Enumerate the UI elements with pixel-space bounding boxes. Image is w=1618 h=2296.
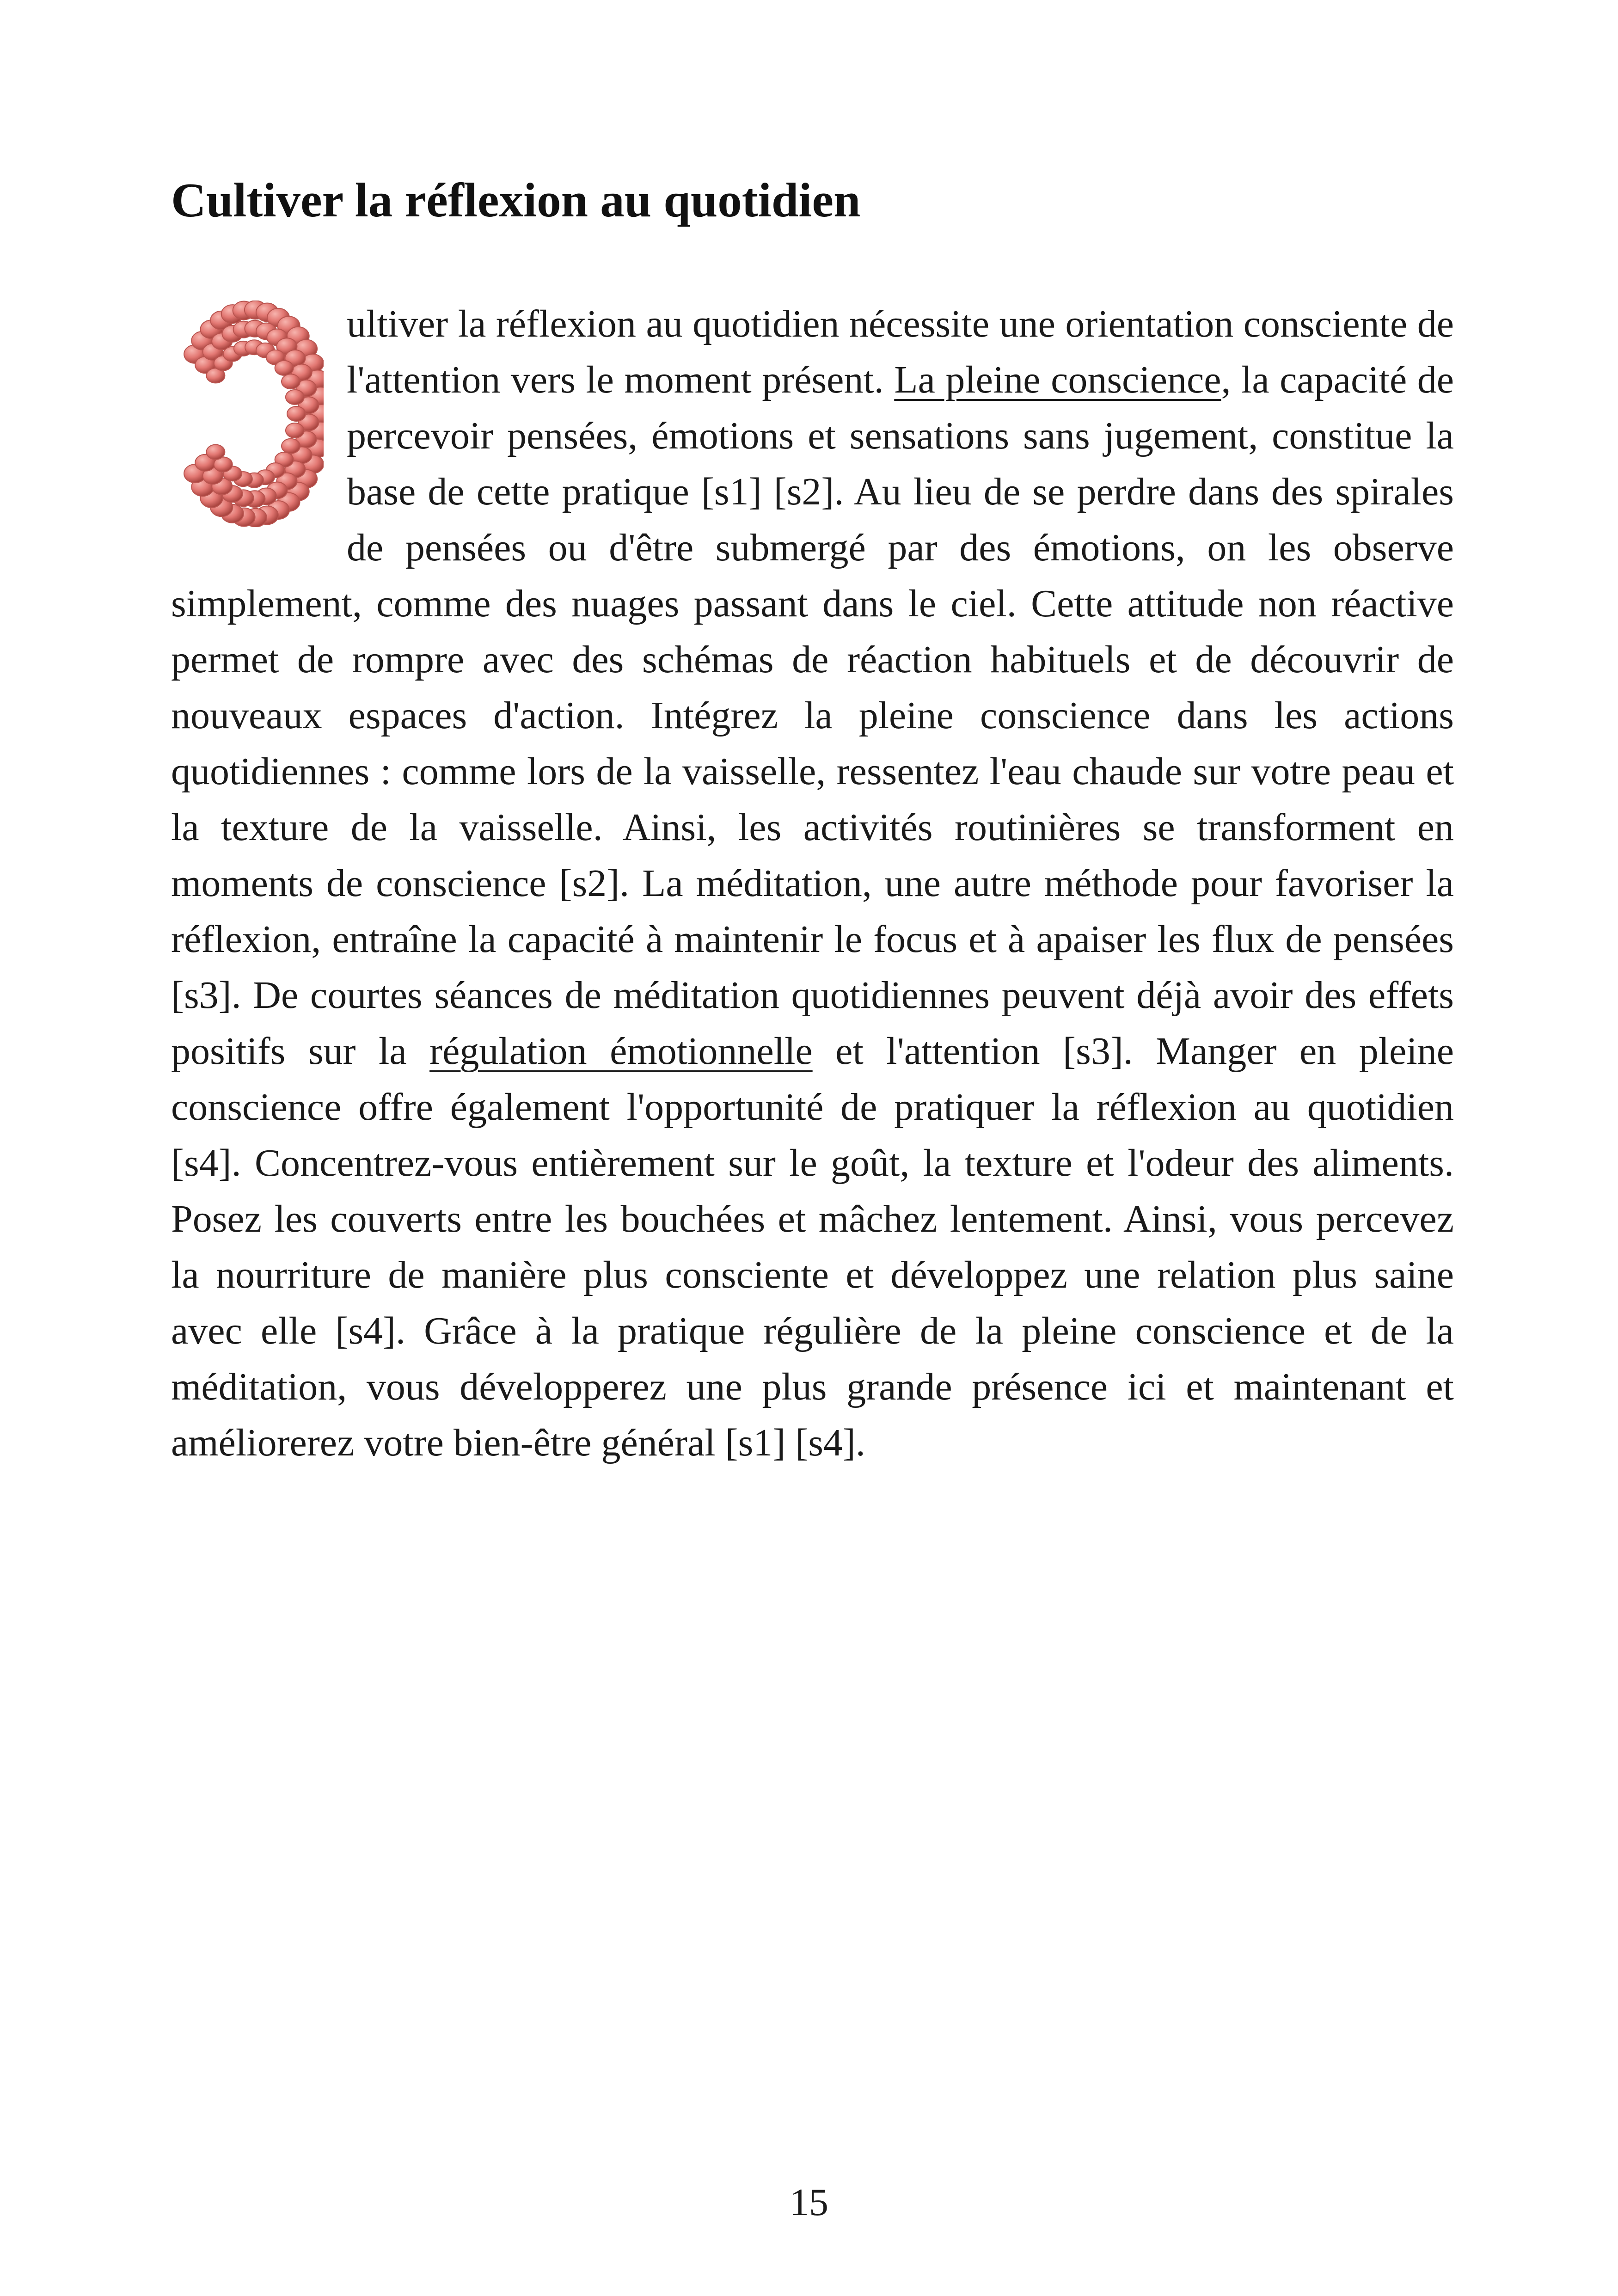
paragraph-text-2: , la capacité de percevoir pensées, émotions et sensations sans jugement, constitue la base de cette pratique [s1] [s2]. Au lieu de se perdre dans des spirales de pensées ou d'être submergé par des émotions, on les observe simplement, comme des nuages passant dans le ciel. Cette attitude non réactive permet de rompre avec des schémas de réaction habituels et de découvrir de nouveaux espaces d'action. Intégrez la pleine conscience dans les actions quotidiennes : comme lors de la vaisselle, ressentez l'eau chaude sur votre peau et la texture de la vaisselle. Ainsi, les activités routinières se transforment en moments de conscience [s2]. La méditation, une autre méthode pour favoriser la réflexion, entraîne la capacité à maintenir le focus et à apaiser les flux de pensées [s3]. De courtes séances de méditation quotidiennes peuvent déjà avoir des effets positifs sur la: [171, 358, 1454, 1073]
section-heading: Cultiver la réflexion au quotidien: [171, 173, 861, 227]
drop-cap-illustration: [171, 301, 324, 527]
term-pleine-conscience[interactable]: La pleine conscience: [894, 358, 1221, 401]
body-paragraph: [171, 296, 1454, 1471]
drop-cap-letter-c-image: [171, 301, 324, 527]
paragraph-text-3: et l'attention [s3]. Manger en pleine conscience offre également l'opportunité de pratiquer la réflexion au quotidien [s4]. Concentrez-vous entièrement sur le goût, la texture et l'odeur des aliments. Posez les couverts entre les bouchées et mâchez lentement. Ainsi, vous percevez la nourriture de manière plus consciente et développez une relation plus saine avec elle [s4]. Grâce à la pratique régulière de la pleine conscience et de la méditation, vous développerez une plus grande présence ici et maintenant et améliorerez votre bien-être général [s1] [s4].: [171, 1030, 1454, 1464]
term-regulation-emotionnelle[interactable]: régulation émotionnelle: [429, 1030, 813, 1073]
drop-cap-lumps: [184, 301, 324, 527]
page-number: 15: [790, 2181, 828, 2224]
paragraph-text-1: ultiver la réflexion au quotidien nécessite une orientation consciente de l'attention vers le moment présent.: [347, 302, 1454, 401]
